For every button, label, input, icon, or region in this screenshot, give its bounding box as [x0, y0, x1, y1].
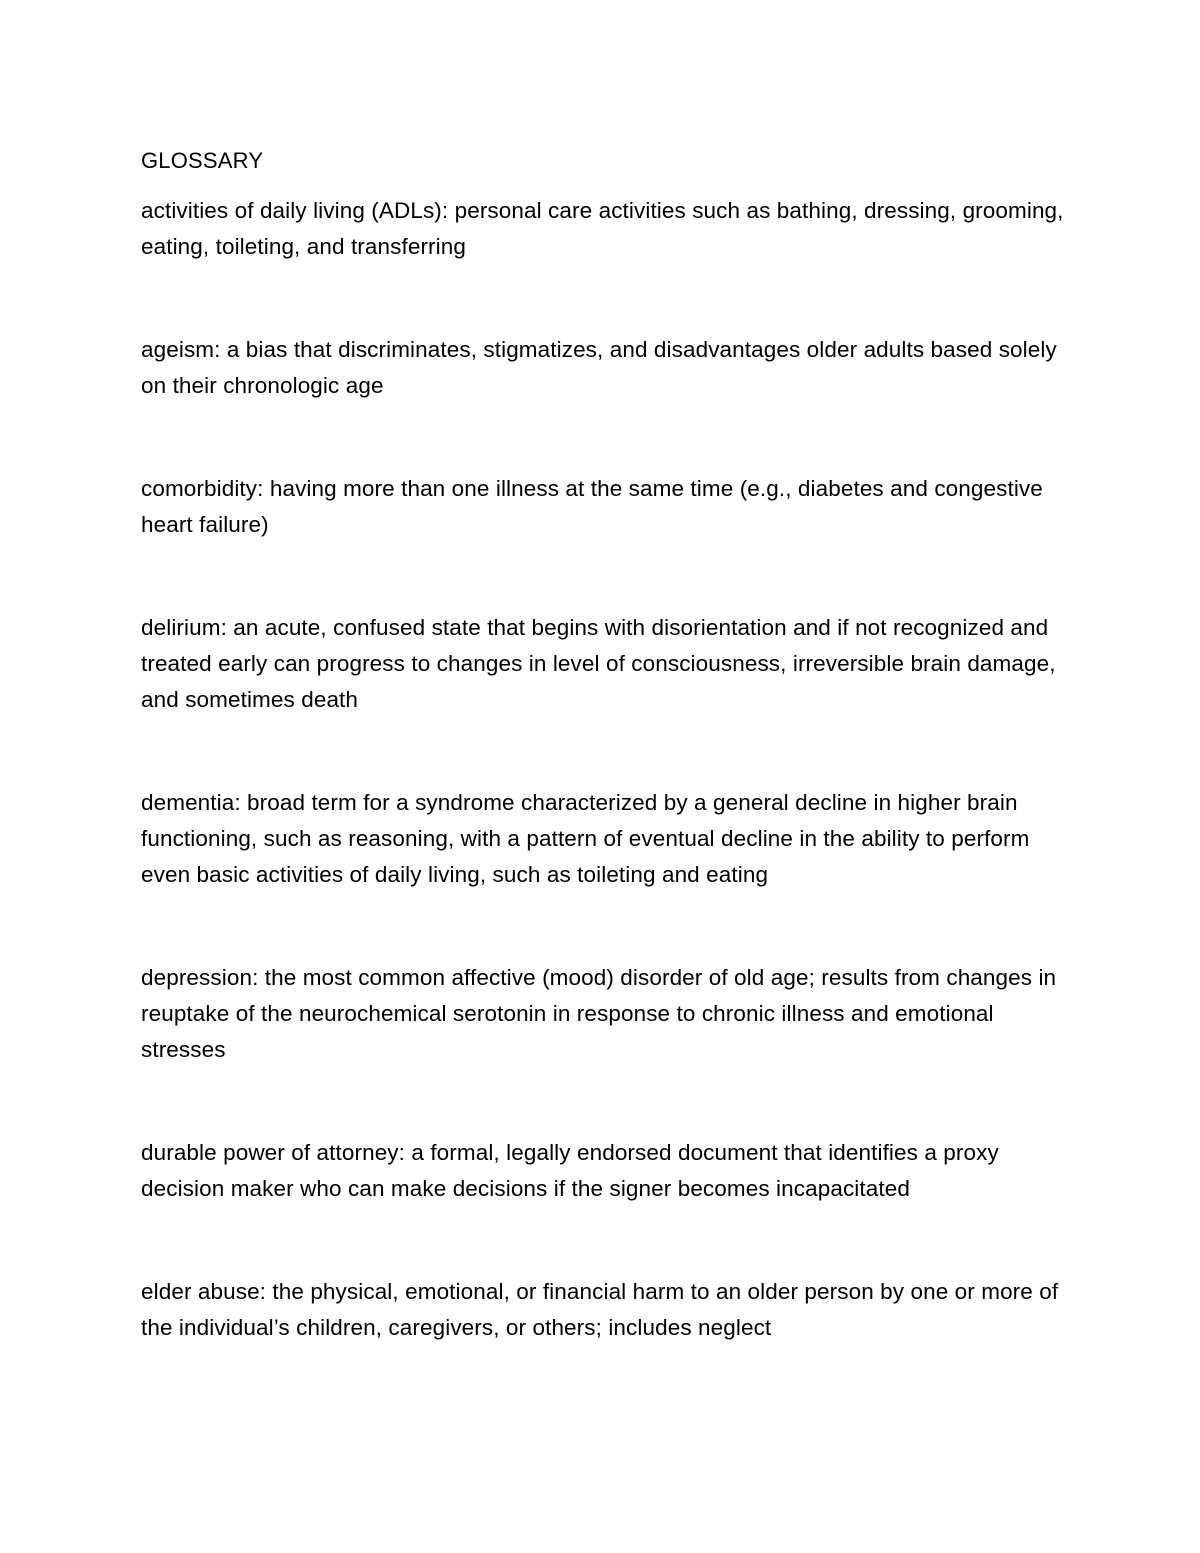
glossary-entry-ageism: ageism: a bias that discriminates, stigmatizes, and disadvantages older adults based solely on their chronologic age [141, 337, 1057, 398]
glossary-entry-comorbidity: comorbidity: having more than one illness at the same time (e.g., diabetes and congestive heart failure) [141, 476, 1043, 537]
glossary-entry-dementia: dementia: broad term for a syndrome characterized by a general decline in higher brain functioning, such as reasoning, with a pattern of eventual decline in the ability to perform even basic activities of daily living, such as toileting and eating [141, 790, 1030, 887]
glossary-entry-durable-power-of-attorney: durable power of attorney: a formal, legally endorsed document that identifies a proxy decision maker who can make decisions if the signer becomes incapacitated [141, 1140, 999, 1201]
glossary-heading: GLOSSARY [141, 148, 264, 173]
glossary-entry-elder-abuse: elder abuse: the physical, emotional, or financial harm to an older person by one or more of the individual’s children, caregivers, or others; includes neglect [141, 1279, 1059, 1340]
glossary-entry-depression: depression: the most common affective (mood) disorder of old age; results from changes in reuptake of the neurochemical serotonin in response to chronic illness and emotional stresses [141, 965, 1057, 1062]
glossary-entry-delirium: delirium: an acute, confused state that begins with disorientation and if not recognized and treated early can progress to changes in level of consciousness, irreversible brain damage, and sometimes death [141, 615, 1056, 712]
glossary-entry-adls: activities of daily living (ADLs): personal care activities such as bathing, dressing, grooming, eating, toileting, and transferring [141, 198, 1064, 259]
document-content [141, 143, 1071, 1346]
